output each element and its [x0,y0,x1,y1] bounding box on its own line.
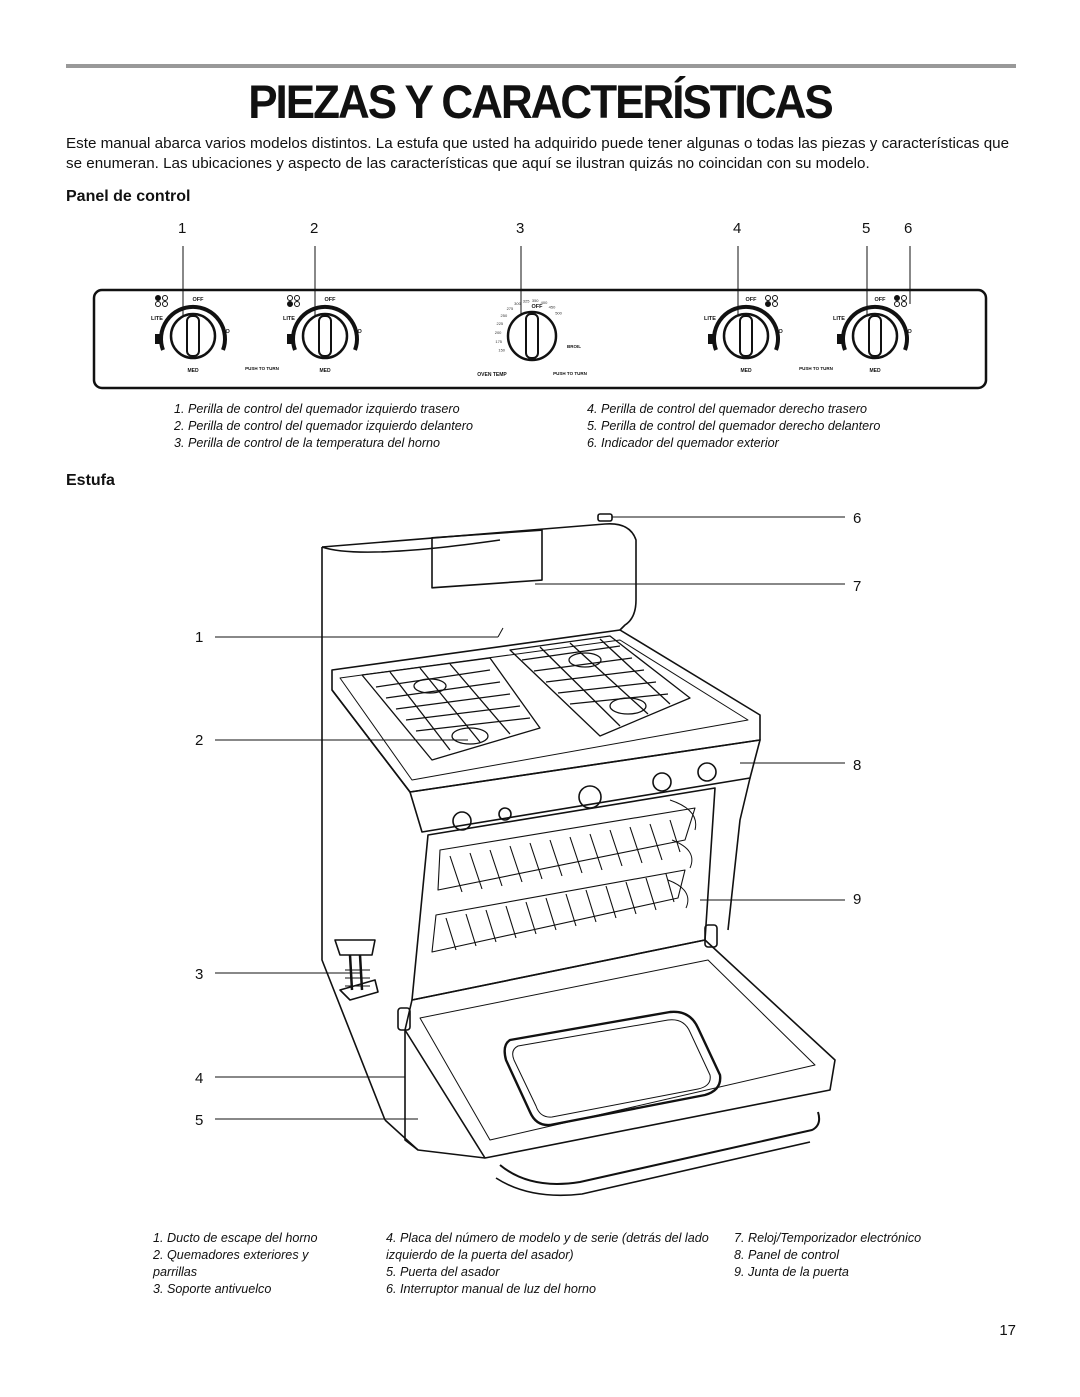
oven-off-label: OFF [531,304,543,310]
intro-paragraph: Este manual abarca varios modelos distintos. La estufa que usted ha adquirido puede tener algunas o todas las piezas y características que se enumeran. Las ubicaciones y aspecto de las características que aquí se ilustran quizás no coincidan con su modelo. [66,135,1010,172]
knob-right-front-indicator-icon [895,296,900,301]
page-title: PIEZAS Y CARACTERÍSTICAS [248,76,832,129]
oven-temp-tick-325: 325 [522,298,530,304]
knob-right-rear-indicator-icon-3 [766,302,771,307]
callout-5: 5 [862,220,871,237]
range-callout-2: 2 [195,732,204,749]
range-callout-8: 8 [853,757,862,774]
knob-right-front-off-label: OFF [874,297,886,303]
knob-right-front-med-label: MED [869,368,881,374]
knob-right-rear-lo-label: LO [775,329,783,335]
oven-temp-tick-450: 450 [548,304,556,310]
cp-caption-3: 3. Perilla de control de la temperatura del horno [174,436,441,450]
oven-temp-tick-225: 225 [496,320,504,326]
knob-right-front-hi-marker [837,334,843,344]
range-callout-7: 7 [853,578,862,595]
oven-temp-knob-grip [526,314,538,358]
range-caption-9: 9. Junta de la puerta [734,1265,849,1279]
oven-temp-label: OVEN TEMP [477,372,507,378]
knob-left-rear-off-label: OFF [192,297,204,303]
knob-left-front-grip [319,316,331,356]
range-caption-5: 5. Puerta del asador [386,1265,500,1279]
range-caption-4: 4. Placa del número de modelo y de serie (detrás del lado izquierdo de la puerta del asador) [386,1231,709,1262]
range-caption-3: 3. Soporte antivuelco [153,1282,272,1296]
knob-right-rear-grip [740,316,752,356]
control-panel-illustration [90,236,990,392]
range-callout-5: 5 [195,1112,204,1129]
cp-caption-2: 2. Perilla de control del quemador izquierdo delantero [174,419,473,433]
range-caption-1: 1. Ducto de escape del horno [153,1231,318,1245]
oven-broil-label: BROIL [567,344,581,349]
oven-temp-tick-175: 175 [495,338,503,344]
range-callout-9: 9 [853,891,862,908]
range-caption-2: 2. Quemadores exteriores y parrillas [153,1248,309,1279]
callout-3: 3 [516,220,525,237]
callout-2: 2 [310,220,319,237]
knob-left-rear-indicator-icon [156,296,161,301]
range-heading: Estufa [66,472,115,489]
top-rule [66,64,1016,68]
oven-temp-tick-250: 250 [500,312,508,318]
knob-right-rear-off-label: OFF [745,297,757,303]
knob-left-front-hi-marker [287,334,293,344]
range-caption-8: 8. Panel de control [734,1248,840,1262]
knob-left-front-med-label: MED [319,368,331,374]
callout-4: 4 [733,220,742,237]
callout-1: 1 [178,220,187,237]
range-callout-4: 4 [195,1070,204,1087]
cp-caption-1: 1. Perilla de control del quemador izquierdo trasero [174,402,460,416]
oven-temp-tick-150: 150 [498,347,506,353]
oven-temp-tick-350: 350 [531,298,539,304]
range-callout-6: 6 [853,510,862,527]
oven-temp-tick-400: 400 [540,300,548,306]
knob-right-front-lite-label: LITE [833,316,845,322]
knob-right-front-lo-label: LO [904,329,912,335]
cp-caption-4: 4. Perilla de control del quemador derecho trasero [587,402,868,416]
oven-temp-tick-300: 300 [514,301,521,307]
knob-left-front-off-label: OFF [324,297,336,303]
knob-right-front-grip [869,316,881,356]
knob-left-rear-lite-label: LITE [151,316,163,322]
knob-left-front-lo-label: LO [354,329,362,335]
knob-right-rear-med-label: MED [740,368,752,374]
knob-left-rear-hi-marker [155,334,161,344]
knob-right-rear-lite-label: LITE [704,316,716,322]
callout-6: 6 [904,220,913,237]
push-to-turn-label-left: PUSH TO TURN [245,366,279,371]
oven-temp-tick-275: 275 [506,306,514,312]
range-caption-7: 7. Reloj/Temporizador electrónico [734,1231,922,1245]
cp-caption-6: 6. Indicador del quemador exterior [587,436,779,450]
knob-left-rear-grip [187,316,199,356]
control-panel-heading: Panel de control [66,188,191,205]
oven-temp-tick-200: 200 [494,329,502,335]
knob-left-rear-med-label: MED [187,368,199,374]
range-callout-1: 1 [195,629,204,646]
cp-caption-5: 5. Perilla de control del quemador derecho delantero [587,419,881,433]
range-callout-3: 3 [195,966,204,983]
knob-left-front-lite-label: LITE [283,316,295,322]
oven-temp-tick-500: 500 [555,310,562,316]
knob-left-rear-lo-label: LO [222,329,230,335]
push-to-turn-label-right: PUSH TO TURN [799,366,833,371]
knob-left-front-indicator-icon-3 [288,302,293,307]
range-caption-6: 6. Interruptor manual de luz del horno [386,1282,597,1296]
range-illustration [200,500,850,1220]
push-to-turn-label-center: PUSH TO TURN [553,371,587,376]
page-number: 17 [999,1322,1016,1339]
knob-right-rear-hi-marker [708,334,714,344]
